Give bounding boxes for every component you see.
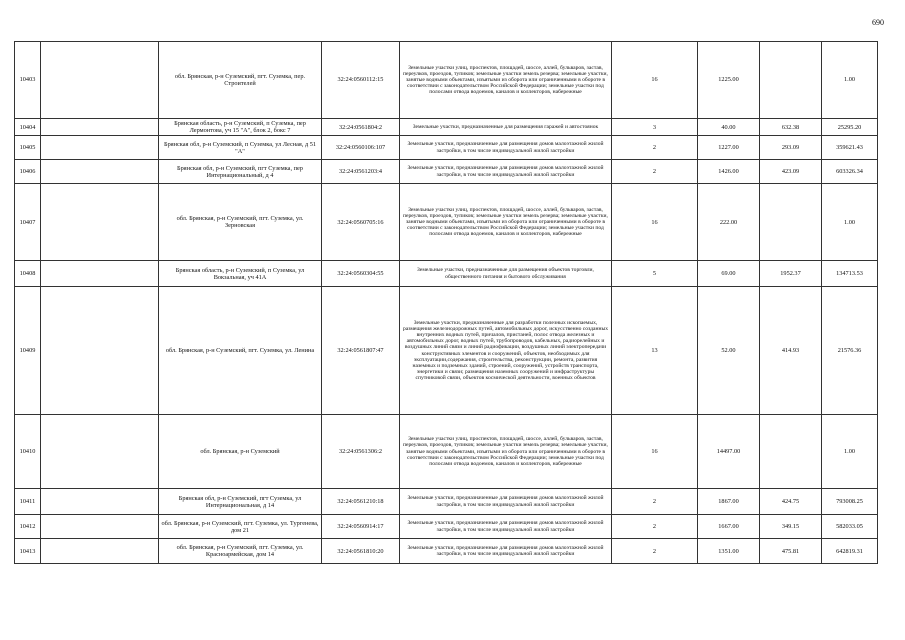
area-cell: 1426.00 xyxy=(698,160,760,184)
area-cell: 69.00 xyxy=(698,261,760,287)
empty-cell xyxy=(41,184,159,261)
empty-cell xyxy=(41,136,159,160)
address-cell: обл. Брянская, р-н Суземский, пгт. Суземка, пер. Строителей xyxy=(159,42,322,119)
area-cell: 14497.00 xyxy=(698,415,760,489)
empty-cell xyxy=(41,160,159,184)
empty-cell xyxy=(41,287,159,415)
table-row xyxy=(15,515,878,539)
specific-value-cell: 475.81 xyxy=(760,539,822,564)
row-number-cell: 10407 xyxy=(15,184,41,261)
cadastral-value-cell: 1.00 xyxy=(822,415,878,489)
cadastral-number-cell: 32:24:0560106:107 xyxy=(322,136,400,160)
land-use-purpose-cell: Земельные участки, предназначенные для размещения домов малоэтажной жилой застройки, в том числе индивидуальной жилой застройки xyxy=(400,136,612,160)
land-use-purpose-cell: Земельные участки улиц, проспектов, площадей, шоссе, аллей, бульваров, застав, переулков, проездов, тупиков; земельные участки земель резерва; земельные участки, занятые водными объектами, изъятыми из оборота или ограниченными в обороте в соответствии с законодательством Российской Федерации; земельные участки под полосами отвода водоемов, каналов и коллекторов, набережные xyxy=(400,415,612,489)
address-cell: обл. Брянская, р-н Суземский xyxy=(159,415,322,489)
table-body xyxy=(15,42,878,564)
table-row xyxy=(15,261,878,287)
cadastral-number-cell: 32:24:0560304:55 xyxy=(322,261,400,287)
address-cell: Брянская область, р-н Суземский, п Суземка, ул Вокзальная, уч 41А xyxy=(159,261,322,287)
address-cell: Брянская обл, р-н Суземский, пгт Суземка, ул Интернациональная, д 14 xyxy=(159,489,322,515)
land-use-purpose-cell: Земельные участки, предназначенные для размещения домов малоэтажной жилой застройки, в том числе индивидуальной жилой застройки xyxy=(400,539,612,564)
cadastral-number-cell: 32:24:0561306:2 xyxy=(322,415,400,489)
table-row xyxy=(15,184,878,261)
empty-cell xyxy=(41,42,159,119)
cadastral-number-cell: 32:24:0561807:47 xyxy=(322,287,400,415)
cadastral-value-cell: 1.00 xyxy=(822,42,878,119)
row-number-cell: 10412 xyxy=(15,515,41,539)
address-cell: Брянская область, р-н Суземский, п Суземка, пер Лермонтова, уч 15 "А", блок 2, бокс 7 xyxy=(159,119,322,136)
page-number: 690 xyxy=(872,18,884,27)
empty-cell xyxy=(41,261,159,287)
row-number-cell: 10413 xyxy=(15,539,41,564)
use-group-cell: 3 xyxy=(612,119,698,136)
table-row xyxy=(15,136,878,160)
row-number-cell: 10404 xyxy=(15,119,41,136)
land-use-purpose-cell: Земельные участки улиц, проспектов, площадей, шоссе, аллей, бульваров, застав, переулков, проездов, тупиков; земельные участки земель резерва; земельные участки, занятые водными объектами, изъятыми из оборота или ограниченными в обороте в соответствии с законодательством Российской Федерации; земельные участки под полосами отвода водоемов, каналов и коллекторов, набережные xyxy=(400,184,612,261)
cadastral-number-cell: 32:24:0561804:2 xyxy=(322,119,400,136)
specific-value-cell xyxy=(760,184,822,261)
address-cell: Брянская обл, р-н Суземский, п Суземка, ул Лесная, д 51 "А" xyxy=(159,136,322,160)
row-number-cell: 10403 xyxy=(15,42,41,119)
area-cell: 40.00 xyxy=(698,119,760,136)
table-row xyxy=(15,119,878,136)
use-group-cell: 16 xyxy=(612,42,698,119)
specific-value-cell: 423.09 xyxy=(760,160,822,184)
address-cell: обл. Брянская, р-н Суземский, пгт. Суземка, ул. Зерновская xyxy=(159,184,322,261)
row-number-cell: 10408 xyxy=(15,261,41,287)
cadastral-value-cell: 21576.36 xyxy=(822,287,878,415)
specific-value-cell: 414.93 xyxy=(760,287,822,415)
use-group-cell: 16 xyxy=(612,415,698,489)
cadastral-value-cell: 134713.53 xyxy=(822,261,878,287)
cadastral-value-cell: 1.00 xyxy=(822,184,878,261)
empty-cell xyxy=(41,489,159,515)
table-row xyxy=(15,415,878,489)
specific-value-cell: 293.09 xyxy=(760,136,822,160)
address-cell: обл. Брянская, р-н Суземский, пгт. Суземка, ул. Красноармейская, дом 14 xyxy=(159,539,322,564)
row-number-cell: 10410 xyxy=(15,415,41,489)
use-group-cell: 13 xyxy=(612,287,698,415)
address-cell: Брянская обл, р-н Суземский, пгт Суземка, пер Интернациональный, д 4 xyxy=(159,160,322,184)
use-group-cell: 2 xyxy=(612,489,698,515)
use-group-cell: 16 xyxy=(612,184,698,261)
cadastral-value-cell: 603326.34 xyxy=(822,160,878,184)
area-cell: 1227.00 xyxy=(698,136,760,160)
address-cell: обл. Брянская, р-н Суземский, пгт. Суземка, ул. Тургенева, дом 21 xyxy=(159,515,322,539)
cadastral-number-cell: 32:24:0561203:4 xyxy=(322,160,400,184)
land-use-purpose-cell: Земельные участки улиц, проспектов, площадей, шоссе, аллей, бульваров, застав, переулков, проездов, тупиков; земельные участки земель резерва; земельные участки, занятые водными объектами, изъятыми из оборота или ограниченными в обороте в соответствии с законодательством Российской Федерации; земельные участки под полосами отвода водоемов, каналов и коллекторов, набережные xyxy=(400,42,612,119)
specific-value-cell: 632.38 xyxy=(760,119,822,136)
row-number-cell: 10409 xyxy=(15,287,41,415)
cadastral-value-cell: 25295.20 xyxy=(822,119,878,136)
cadastral-value-cell: 582033.05 xyxy=(822,515,878,539)
area-cell: 1667.00 xyxy=(698,515,760,539)
cadastral-number-cell: 32:24:0560705:16 xyxy=(322,184,400,261)
cadastral-value-cell: 359621.43 xyxy=(822,136,878,160)
use-group-cell: 2 xyxy=(612,515,698,539)
area-cell: 52.00 xyxy=(698,287,760,415)
land-registry-table xyxy=(14,41,878,564)
land-use-purpose-cell: Земельные участки, предназначенные для размещения гаражей и автостоянок xyxy=(400,119,612,136)
area-cell: 1225.00 xyxy=(698,42,760,119)
empty-cell xyxy=(41,119,159,136)
row-number-cell: 10411 xyxy=(15,489,41,515)
area-cell: 222.00 xyxy=(698,184,760,261)
table-row xyxy=(15,489,878,515)
empty-cell xyxy=(41,539,159,564)
cadastral-number-cell: 32:24:0561210:18 xyxy=(322,489,400,515)
table-row xyxy=(15,160,878,184)
use-group-cell: 2 xyxy=(612,136,698,160)
land-use-purpose-cell: Земельные участки, предназначенные для размещения домов малоэтажной жилой застройки, в том числе индивидуальной жилой застройки xyxy=(400,515,612,539)
cadastral-value-cell: 642819.31 xyxy=(822,539,878,564)
cadastral-number-cell: 32:24:0560914:17 xyxy=(322,515,400,539)
area-cell: 1351.00 xyxy=(698,539,760,564)
specific-value-cell: 1952.37 xyxy=(760,261,822,287)
specific-value-cell xyxy=(760,42,822,119)
land-use-purpose-cell: Земельные участки, предназначенные для размещения домов малоэтажной жилой застройки, в том числе индивидуальной жилой застройки xyxy=(400,160,612,184)
table-row xyxy=(15,539,878,564)
row-number-cell: 10406 xyxy=(15,160,41,184)
empty-cell xyxy=(41,415,159,489)
cadastral-value-cell: 793008.25 xyxy=(822,489,878,515)
use-group-cell: 5 xyxy=(612,261,698,287)
row-number-cell: 10405 xyxy=(15,136,41,160)
specific-value-cell: 349.15 xyxy=(760,515,822,539)
area-cell: 1867.00 xyxy=(698,489,760,515)
specific-value-cell xyxy=(760,415,822,489)
address-cell: обл. Брянская, р-н Суземский, пгт. Суземка, ул. Ленина xyxy=(159,287,322,415)
cadastral-number-cell: 32:24:0560112:15 xyxy=(322,42,400,119)
table-row xyxy=(15,42,878,119)
empty-cell xyxy=(41,515,159,539)
table-row xyxy=(15,287,878,415)
use-group-cell: 2 xyxy=(612,160,698,184)
specific-value-cell: 424.75 xyxy=(760,489,822,515)
cadastral-number-cell: 32:24:0561810:20 xyxy=(322,539,400,564)
use-group-cell: 2 xyxy=(612,539,698,564)
land-use-purpose-cell: Земельные участки, предназначенные для разработки полезных ископаемых, размещения железнодорожных путей, автомобильных дорог, искусственно созданных внутренних водных путей, причалов, пристаней, полос отвода железных и автомобильных дорог, водных путей, трубопроводов, кабельных, радиорелейных и воздушных линий связи и линий радиофикации, воздушных линий электропередачи конструктивных элементов и сооружений, объектов, необходимых для эксплуатации,содержания, строительства, реконструкции, ремонта, развития наземных и подземных зданий, строений, сооружений, устройств транспорта, энергетики и связи; размещения наземных сооружений и инфраструктуры спутниковой связи, объектов космической деятельности, военных объектов xyxy=(400,287,612,415)
land-use-purpose-cell: Земельные участки, предназначенные для размещения объектов торговли, общественного питания и бытового обслуживания xyxy=(400,261,612,287)
land-use-purpose-cell: Земельные участки, предназначенные для размещения домов малоэтажной жилой застройки, в том числе индивидуальной жилой застройки xyxy=(400,489,612,515)
